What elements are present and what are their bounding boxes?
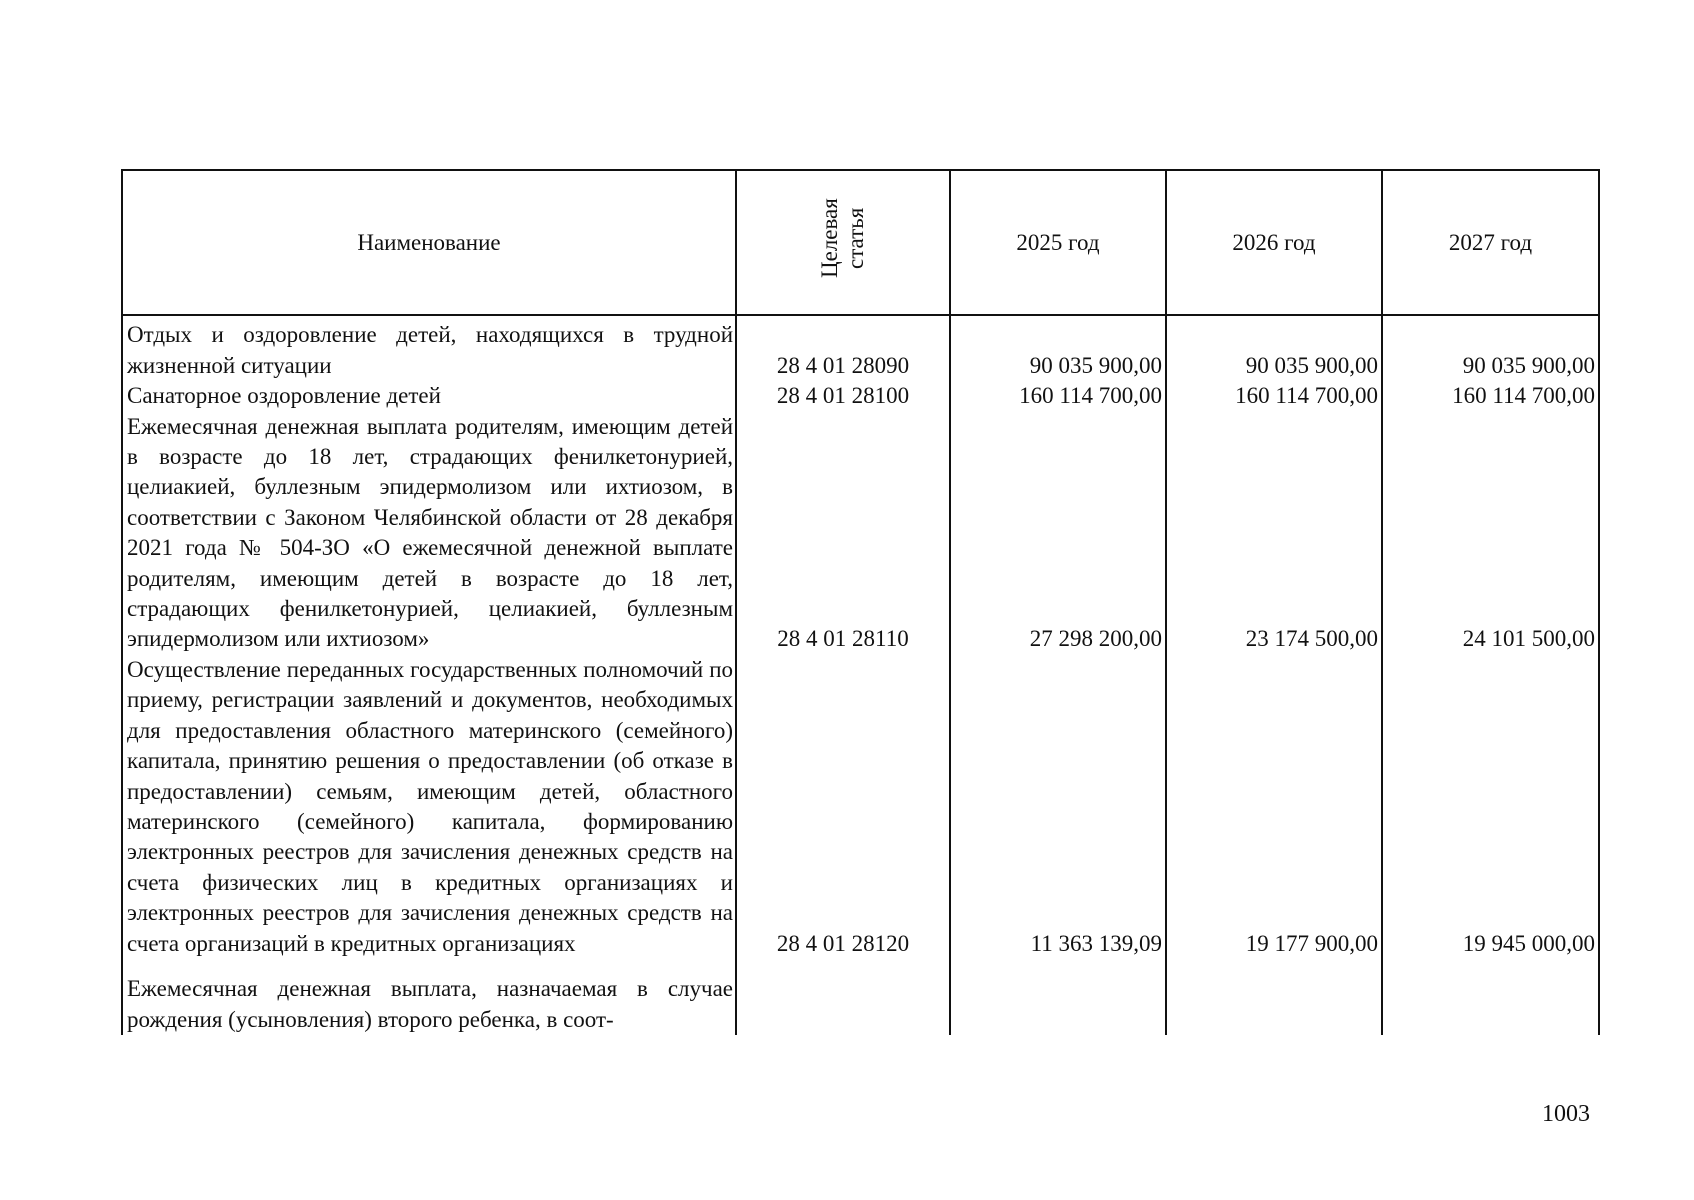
row-2026: 23 174 500,00 bbox=[1166, 412, 1382, 655]
row-name: Ежемесячная денежная выплата, назначаемая в случае рождения (усыновления) второго ребенка, в соот- bbox=[122, 959, 736, 1035]
table-row bbox=[122, 412, 1599, 655]
row-2027 bbox=[1382, 959, 1599, 1035]
table-row bbox=[122, 959, 1599, 1035]
row-2025: 160 114 700,00 bbox=[950, 381, 1166, 411]
row-code: 28 4 01 28120 bbox=[736, 655, 950, 959]
row-2025: 11 363 139,09 bbox=[950, 655, 1166, 959]
header-code bbox=[736, 170, 950, 315]
row-name: Осуществление переданных государственных полномочий по приему, регистрации заявлений и документов, необходимых для предоставления областного материнского (семейного) капитала, принятию решения о предоставлении (об отказе в предоставлении) семьям, имеющим детей, областного материнского (семейного) капитала, формированию электронных реестров для зачисления денежных средств на счета физических лиц в кредитных организациях и электронных реестров для зачисления денежных средств на счета организаций в кредитных организациях bbox=[122, 655, 736, 959]
row-2025: 27 298 200,00 bbox=[950, 412, 1166, 655]
row-2026: 19 177 900,00 bbox=[1166, 655, 1382, 959]
row-name: Отдых и оздоровление детей, находящихся в трудной жизненной ситуации bbox=[122, 315, 736, 381]
row-2026: 160 114 700,00 bbox=[1166, 381, 1382, 411]
header-2027: 2027 год bbox=[1382, 170, 1599, 315]
header-name: Наименование bbox=[122, 170, 736, 315]
table-row bbox=[122, 381, 1599, 411]
budget-table bbox=[121, 169, 1600, 1035]
table-row bbox=[122, 655, 1599, 959]
row-2025: 90 035 900,00 bbox=[950, 315, 1166, 381]
row-2027: 24 101 500,00 bbox=[1382, 412, 1599, 655]
row-2026: 90 035 900,00 bbox=[1166, 315, 1382, 381]
table-row bbox=[122, 315, 1599, 381]
page-number: 1003 bbox=[1542, 1101, 1590, 1127]
row-2025 bbox=[950, 959, 1166, 1035]
row-name: Ежемесячная денежная выплата родителям, имеющим детей в возрасте до 18 лет, страдающих фенилкетонурией, целиакией, буллезным эпидермолизом или ихтиозом, в соответствии с Законом Челябинской области от 28 декабря 2021 года № 504-ЗО «О ежемесячной денежной выплате родителям, имеющим детей в возрасте до 18 лет, страдающих фенилкетонурией, целиакией, буллезным эпидермолизом или ихтиозом» bbox=[122, 412, 736, 655]
header-2025: 2025 год bbox=[950, 170, 1166, 315]
table-header-row bbox=[122, 170, 1599, 315]
row-code: 28 4 01 28100 bbox=[736, 381, 950, 411]
row-name: Санаторное оздоровление детей bbox=[122, 381, 736, 411]
row-code: 28 4 01 28110 bbox=[736, 412, 950, 655]
header-2026: 2026 год bbox=[1166, 170, 1382, 315]
row-2027: 90 035 900,00 bbox=[1382, 315, 1599, 381]
row-2026 bbox=[1166, 959, 1382, 1035]
header-code-label: Целевая статья bbox=[817, 198, 868, 279]
row-2027: 160 114 700,00 bbox=[1382, 381, 1599, 411]
row-code bbox=[736, 959, 950, 1035]
row-code: 28 4 01 28090 bbox=[736, 315, 950, 381]
row-2027: 19 945 000,00 bbox=[1382, 655, 1599, 959]
